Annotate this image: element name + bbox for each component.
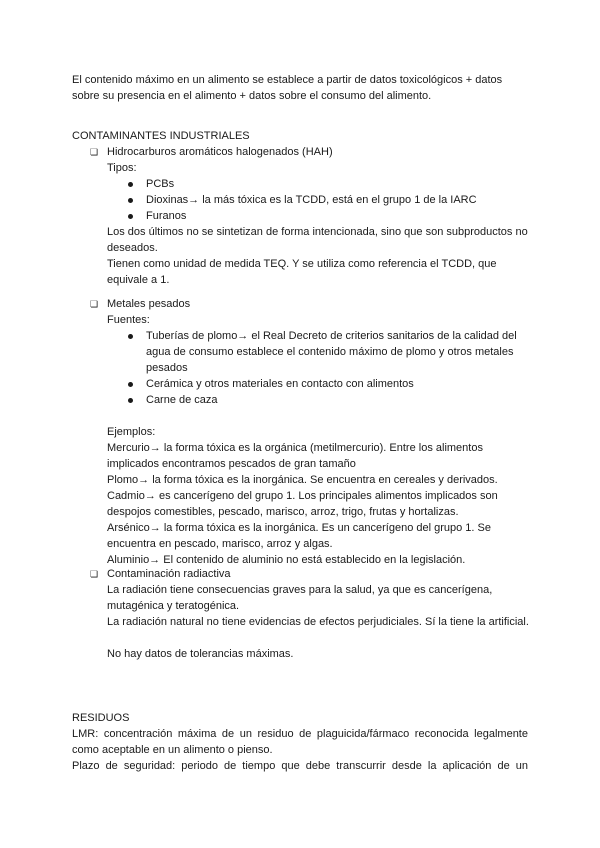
intro-paragraph: El contenido máximo en un alimento se establece a partir de datos toxicológicos + datos sobre su presencia en el alimento + datos sobre el consumo del alimento. [72,74,503,102]
bullet-icon [128,382,133,387]
section-body [90,582,530,662]
checkbox-bullet-icon: ❏ [90,569,99,579]
bullet-icon [128,198,133,203]
plazo-paragraph: Plazo de seguridad: periodo de tiempo que debe transcurrir desde la aplicación de un [72,760,528,772]
note-paragraph: Tienen como unidad de medida TEQ. Y se utiliza como referencia el TCDD, que equivale a 1. [107,258,497,286]
bullet-icon [128,334,133,339]
radiation-paragraph: La radiación tiene consecuencias graves para la salud, ya que es cancerígena, mutagénica y teratogénica. [107,584,493,612]
example-cadmio: Cadmio→ es cancerígeno del grupo 1. Los principales alimentos implicados son despojos comestibles, pescado, marisco, arroz, trigo, frutas y hortalizas. [107,490,498,518]
section-hah [90,144,530,288]
section-radiactiva-title-row [90,566,530,582]
section-hah-title-row [90,144,530,160]
list-item: Cerámica y otros materiales en contacto con alimentos [128,376,530,392]
list-item: Furanos [128,208,530,224]
types-label: Tipos: [107,162,137,174]
sources-label: Fuentes: [107,314,150,326]
lmr-paragraph: LMR: concentración máxima de un residuo de plaguicida/fármaco reconocida legalmente como aceptable en un alimento o pienso. [72,728,528,756]
section-metales-title-row [90,296,530,312]
example-mercurio: Mercurio→ la forma tóxica es la orgánica (metilmercurio). Entre los alimentos implicados encontramos pescados de gran tamaño [107,442,483,470]
list-item: Carne de caza [128,392,530,408]
example-plomo: Plomo→ la forma tóxica es la inorgánica. Se encuentra en cereales y derivados. [107,474,498,486]
section-title: Hidrocarburos aromáticos halogenados (HAH) [107,146,333,158]
section-title: Metales pesados [107,298,191,310]
radiation-paragraph: La radiación natural no tiene evidencias de efectos perjudiciales. Sí la tiene la artificial. [107,616,529,628]
checkbox-bullet-icon: ❏ [90,299,99,309]
section-radiactiva [90,566,530,662]
bullet-icon [128,214,133,219]
bullet-icon [128,182,133,187]
note-paragraph: Los dos últimos no se sintetizan de forma intencionada, sino que son subproductos no deseados. [107,226,528,254]
section-body [90,312,530,568]
heading-residuos: RESIDUOS [72,712,130,724]
radiation-paragraph: No hay datos de tolerancias máximas. [107,648,294,660]
checkbox-bullet-icon: ❏ [90,147,99,157]
bullet-icon [128,398,133,403]
list-item: Tuberías de plomo→ el Real Decreto de criterios sanitarios de la calidad del agua de consumo establece el contenido máximo de plomo y otros metales pesados [128,328,530,376]
section-metales [90,296,530,568]
list-item: Dioxinas→ la más tóxica es la TCDD, está en el grupo 1 de la IARC [128,192,530,208]
section-title: Contaminación radiactiva [107,568,231,580]
example-aluminio: Aluminio→ El contenido de aluminio no está establecido en la legislación. [107,554,466,566]
list-item: PCBs [128,176,530,192]
types-list [107,176,530,224]
section-body [90,160,530,288]
heading-contaminantes-industriales: CONTAMINANTES INDUSTRIALES [72,130,250,142]
example-arsenico: Arsénico→ la forma tóxica es la inorgánica. Es un cancerígeno del grupo 1. Se encuentra en pescado, marisco, arroz y algas. [107,522,491,550]
examples-label: Ejemplos: [107,426,156,438]
sources-list [107,328,530,408]
